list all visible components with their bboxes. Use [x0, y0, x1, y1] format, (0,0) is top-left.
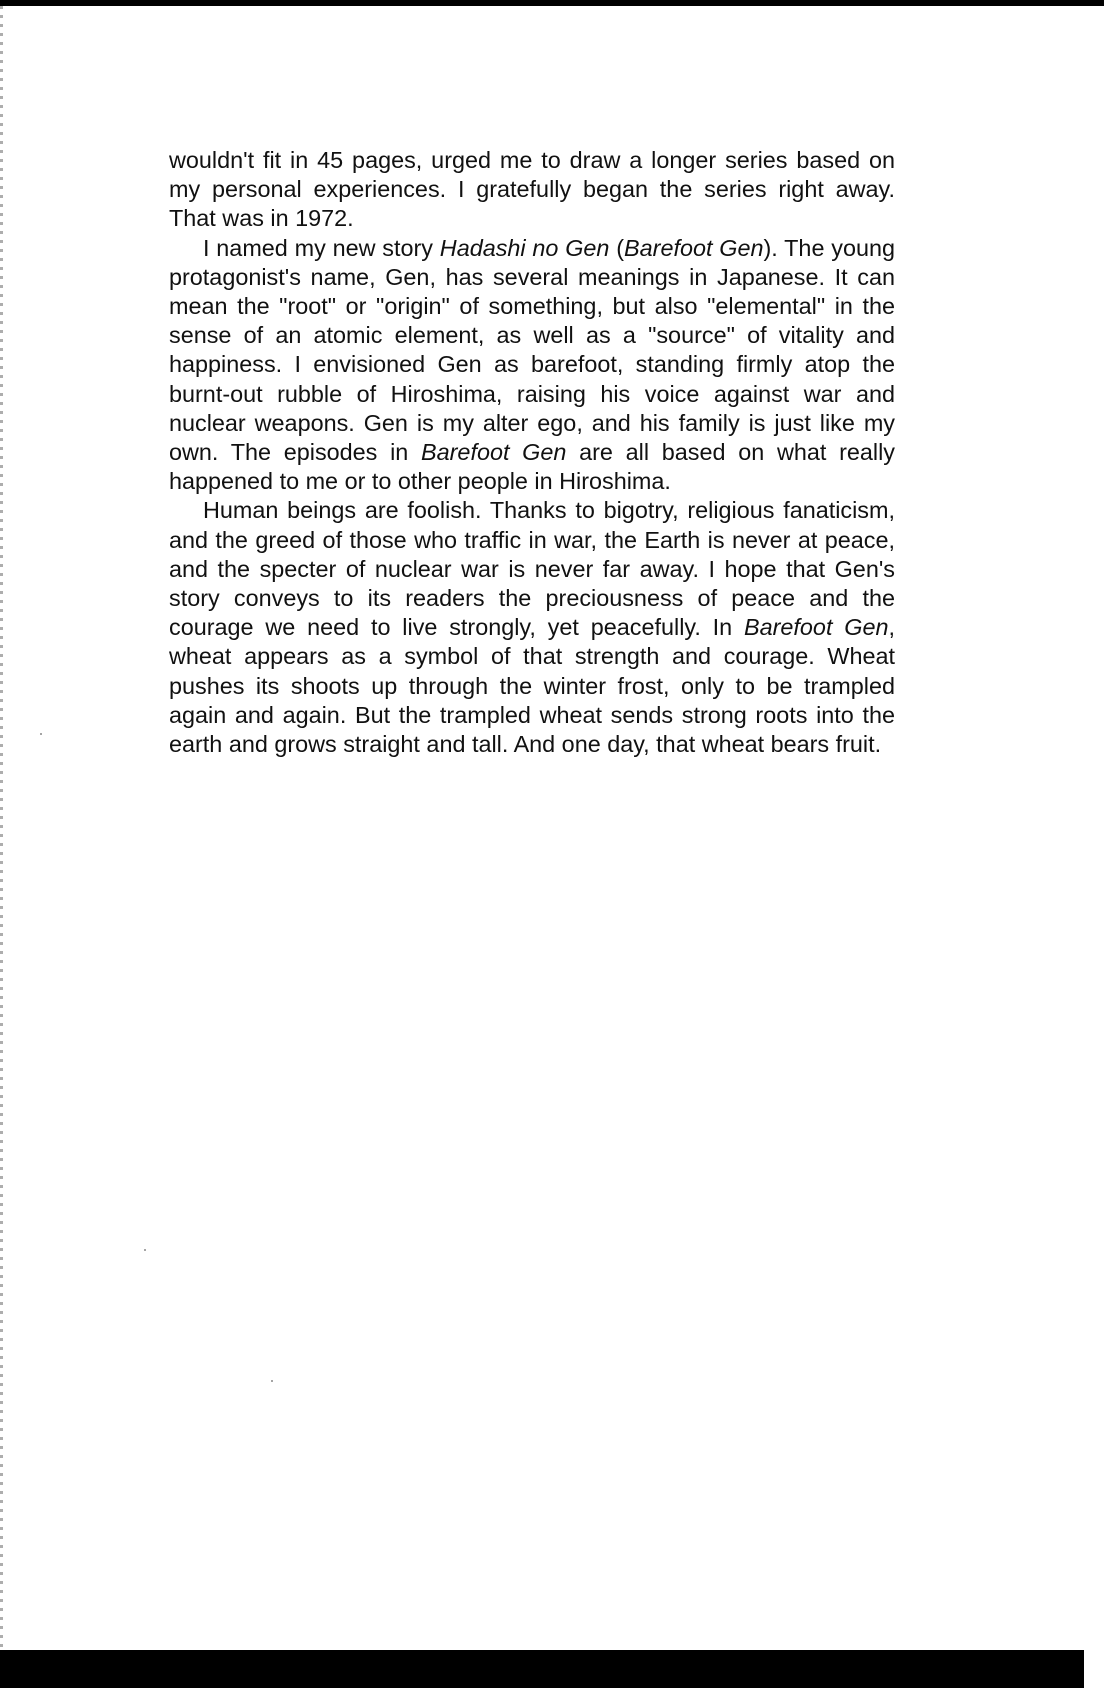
scan-left-edge [0, 6, 3, 1650]
text-run: wouldn't fit in 45 pages, urged me to draw a longer series based on my personal experiences. I gratefully began the series right away. That was in 1972. [169, 147, 895, 232]
text-run: are all based on what really happened to me or to other people in Hiroshima. [169, 439, 895, 495]
text-run: ( [609, 234, 625, 261]
text-run: ). The young protagonist's name, Gen, has several meanings in Japanese. It can mean the "root" or "origin" of something, but also "elemental" in the sense of an atomic element, as well as a "source" of vitality and happiness. I envisioned Gen as barefoot, standing firmly atop the burnt-out rubble of Hiroshima, raising his voice against war and nuclear weapons. Gen is my alter ego, and his family is just like my own. The episodes in [169, 234, 895, 466]
italic-title: Barefoot Gen [744, 614, 889, 641]
paragraph [169, 146, 895, 234]
paragraph [169, 496, 895, 759]
italic-title: Barefoot Gen [421, 439, 567, 466]
paragraph [169, 234, 895, 497]
scan-bottom-band [0, 1650, 1084, 1688]
scan-speck [271, 1380, 273, 1382]
scan-speck [40, 733, 42, 735]
text-run: I named my new story [203, 234, 440, 261]
text-run: , wheat appears as a symbol of that strength and courage. Wheat pushes its shoots up through the winter frost, only to be trampled again and again. But the trampled wheat sends strong roots into the earth and grows straight and tall. And one day, that wheat bears fruit. [169, 614, 895, 758]
scan-speck [144, 1249, 146, 1251]
body-text [169, 146, 895, 759]
text-run: Human beings are foolish. Thanks to bigotry, religious fanaticism, and the greed of those who traffic in war, the Earth is never at peace, and the specter of nuclear war is never far away. I hope that Gen's story conveys to its readers the preciousness of peace and the courage we need to live strongly, yet peacefully. In [169, 497, 895, 641]
italic-title: Hadashi no Gen [439, 234, 610, 261]
scan-top-edge [0, 0, 1104, 6]
italic-title: Barefoot Gen [624, 234, 764, 261]
